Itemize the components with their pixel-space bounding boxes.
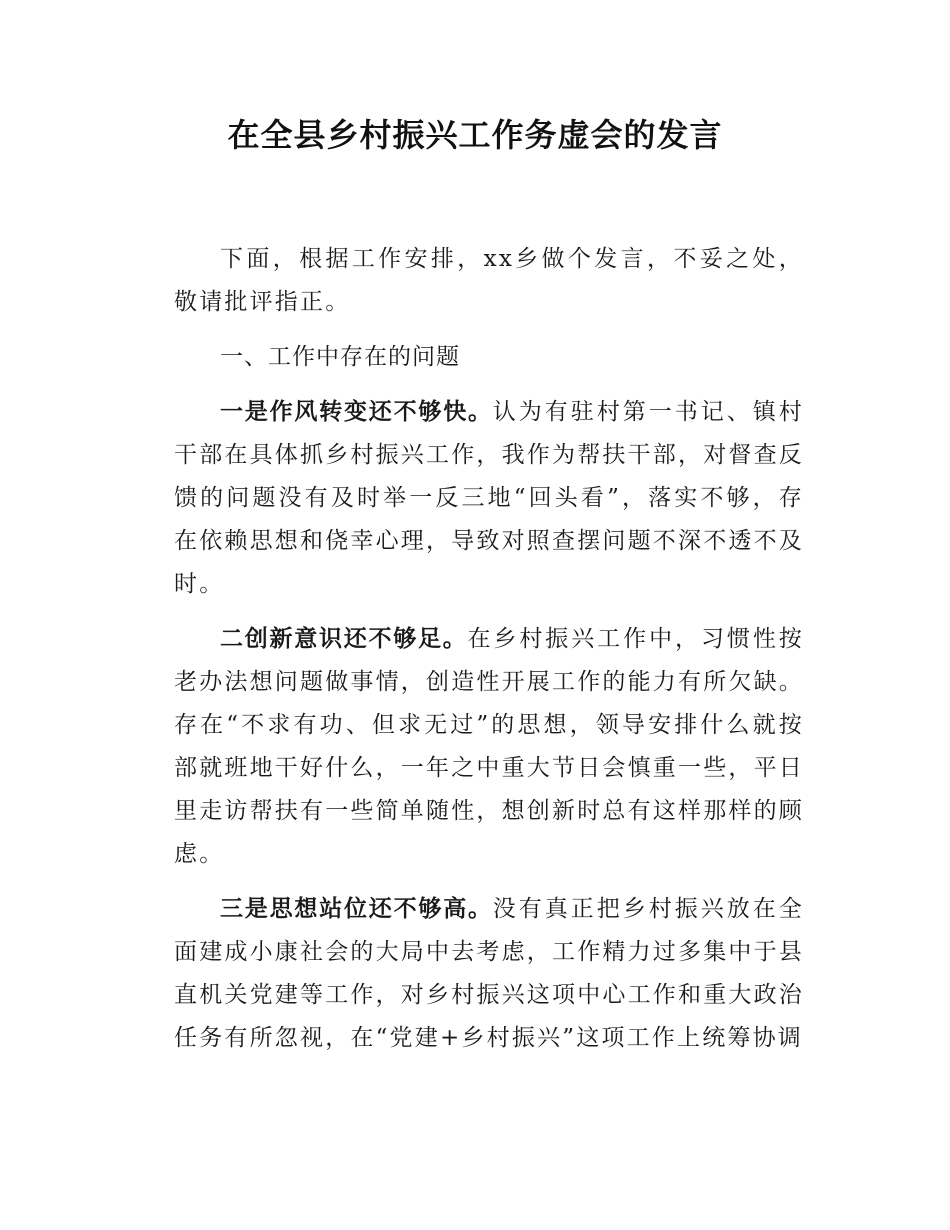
problem-paragraph-3 [174,888,804,1060]
problem-paragraph-2 [174,618,804,876]
document-title: 在全县乡村振兴工作务虚会的发言 [227,116,723,154]
problem-text-3: 没有真正把乡村振兴放在全面建成小康社会的大局中去考虑，工作精力过多集中于县直机关党建等工作，对乡村振兴这项中心工作和重大政治任务有所忽视，在“党建+乡村振兴”这项工作上统筹协调 [174,896,804,1051]
problem-paragraph-1 [174,391,804,606]
problem-lead-2: 二创新意识还不够足。 [220,626,468,652]
problem-lead-1: 一是作风转变还不够快。 [220,399,493,425]
section-heading: 一、工作中存在的问题 [220,344,460,370]
intro-paragraph: 下面，根据工作安排，xx乡做个发言，不妥之处，敬请批评指正。 [174,246,804,315]
problem-lead-3: 三是思想站位还不够高。 [220,896,493,922]
problem-text-2: 在乡村振兴工作中，习惯性按老办法想问题做事情，创造性开展工作的能力有所欠缺。存在“不求有功、但求无过”的思想，领导安排什么就按部就班地干好什么，一年之中重大节日会慎重一些，平日里走访帮扶有一些简单随性，想创新时总有这样那样的顾虑。 [174,626,804,867]
problem-text-1: 认为有驻村第一书记、镇村干部在具体抓乡村振兴工作，我作为帮扶干部，对督查反馈的问题没有及时举一反三地“回头看”，落实不够，存在依赖思想和侥幸心理，导致对照查摆问题不深不透不及时。 [174,399,804,597]
document-body [174,238,804,1072]
